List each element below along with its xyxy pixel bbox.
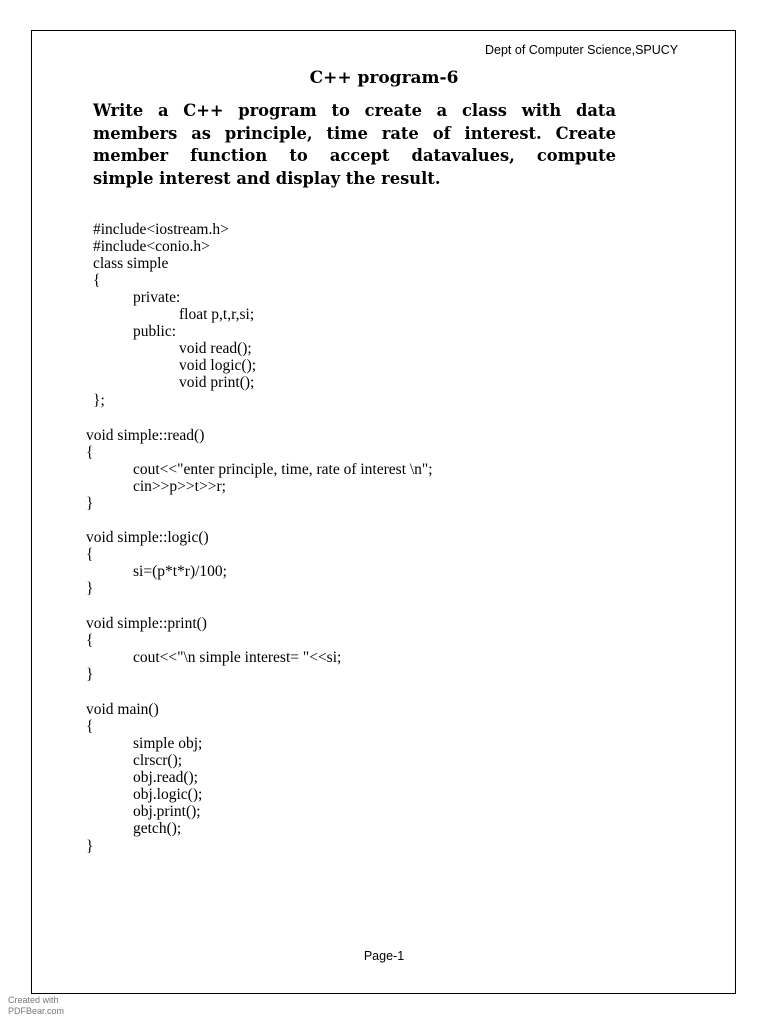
code-line: };	[93, 392, 105, 409]
code-line: #include<iostream.h>	[93, 221, 229, 238]
question-line: simple interest and display the result.	[93, 168, 441, 188]
program-title: C++ program-6	[309, 68, 459, 88]
question-line: member function to accept datavalues, compute	[93, 146, 616, 165]
code-line: }	[86, 666, 94, 683]
code-line: }	[86, 580, 94, 597]
code-line: clrscr();	[133, 752, 183, 769]
question-line: members as principle, time rate of interest. Create	[93, 123, 616, 143]
question-text	[93, 100, 616, 190]
watermark-line: PDFBear.com	[8, 1006, 65, 1016]
code-line: cin>>p>>t>>r;	[133, 478, 226, 495]
code-line: {	[86, 718, 94, 735]
code-line: void main()	[86, 701, 159, 718]
code-line: }	[86, 495, 94, 512]
code-line: {	[93, 272, 101, 289]
code-line: void simple::print()	[86, 615, 207, 632]
code-line: }	[86, 838, 94, 855]
code-line: {	[86, 632, 94, 649]
code-line: #include<conio.h>	[93, 238, 210, 255]
code-line: si=(p*t*r)/100;	[133, 563, 227, 580]
code-line: getch();	[133, 820, 182, 837]
department-header: Dept of Computer Science,SPUCY	[485, 43, 679, 57]
code-line: void simple::logic()	[86, 529, 209, 546]
code-line: void logic();	[179, 357, 257, 374]
question-line: Write a C++ program to create a class with data	[93, 101, 616, 120]
code-line: class simple	[93, 255, 169, 272]
code-line: void print();	[179, 374, 255, 391]
code-line: void simple::read()	[86, 427, 205, 444]
code-line: obj.read();	[133, 769, 198, 786]
code-line: simple obj;	[133, 735, 203, 752]
code-line: {	[86, 444, 94, 461]
code-line: cout<<"\n simple interest= "<<si;	[133, 649, 342, 666]
code-line: private:	[133, 289, 181, 306]
code-line: obj.print();	[133, 803, 201, 820]
page-number: Page-1	[363, 949, 405, 963]
watermark-line: Created with	[8, 995, 59, 1005]
code-line: void read();	[179, 340, 252, 357]
code-line: cout<<"enter principle, time, rate of interest \n";	[133, 461, 433, 478]
code-line: float p,t,r,si;	[179, 306, 255, 323]
code-line: public:	[133, 323, 177, 340]
code-line: obj.logic();	[133, 786, 203, 803]
code-line: {	[86, 546, 94, 563]
